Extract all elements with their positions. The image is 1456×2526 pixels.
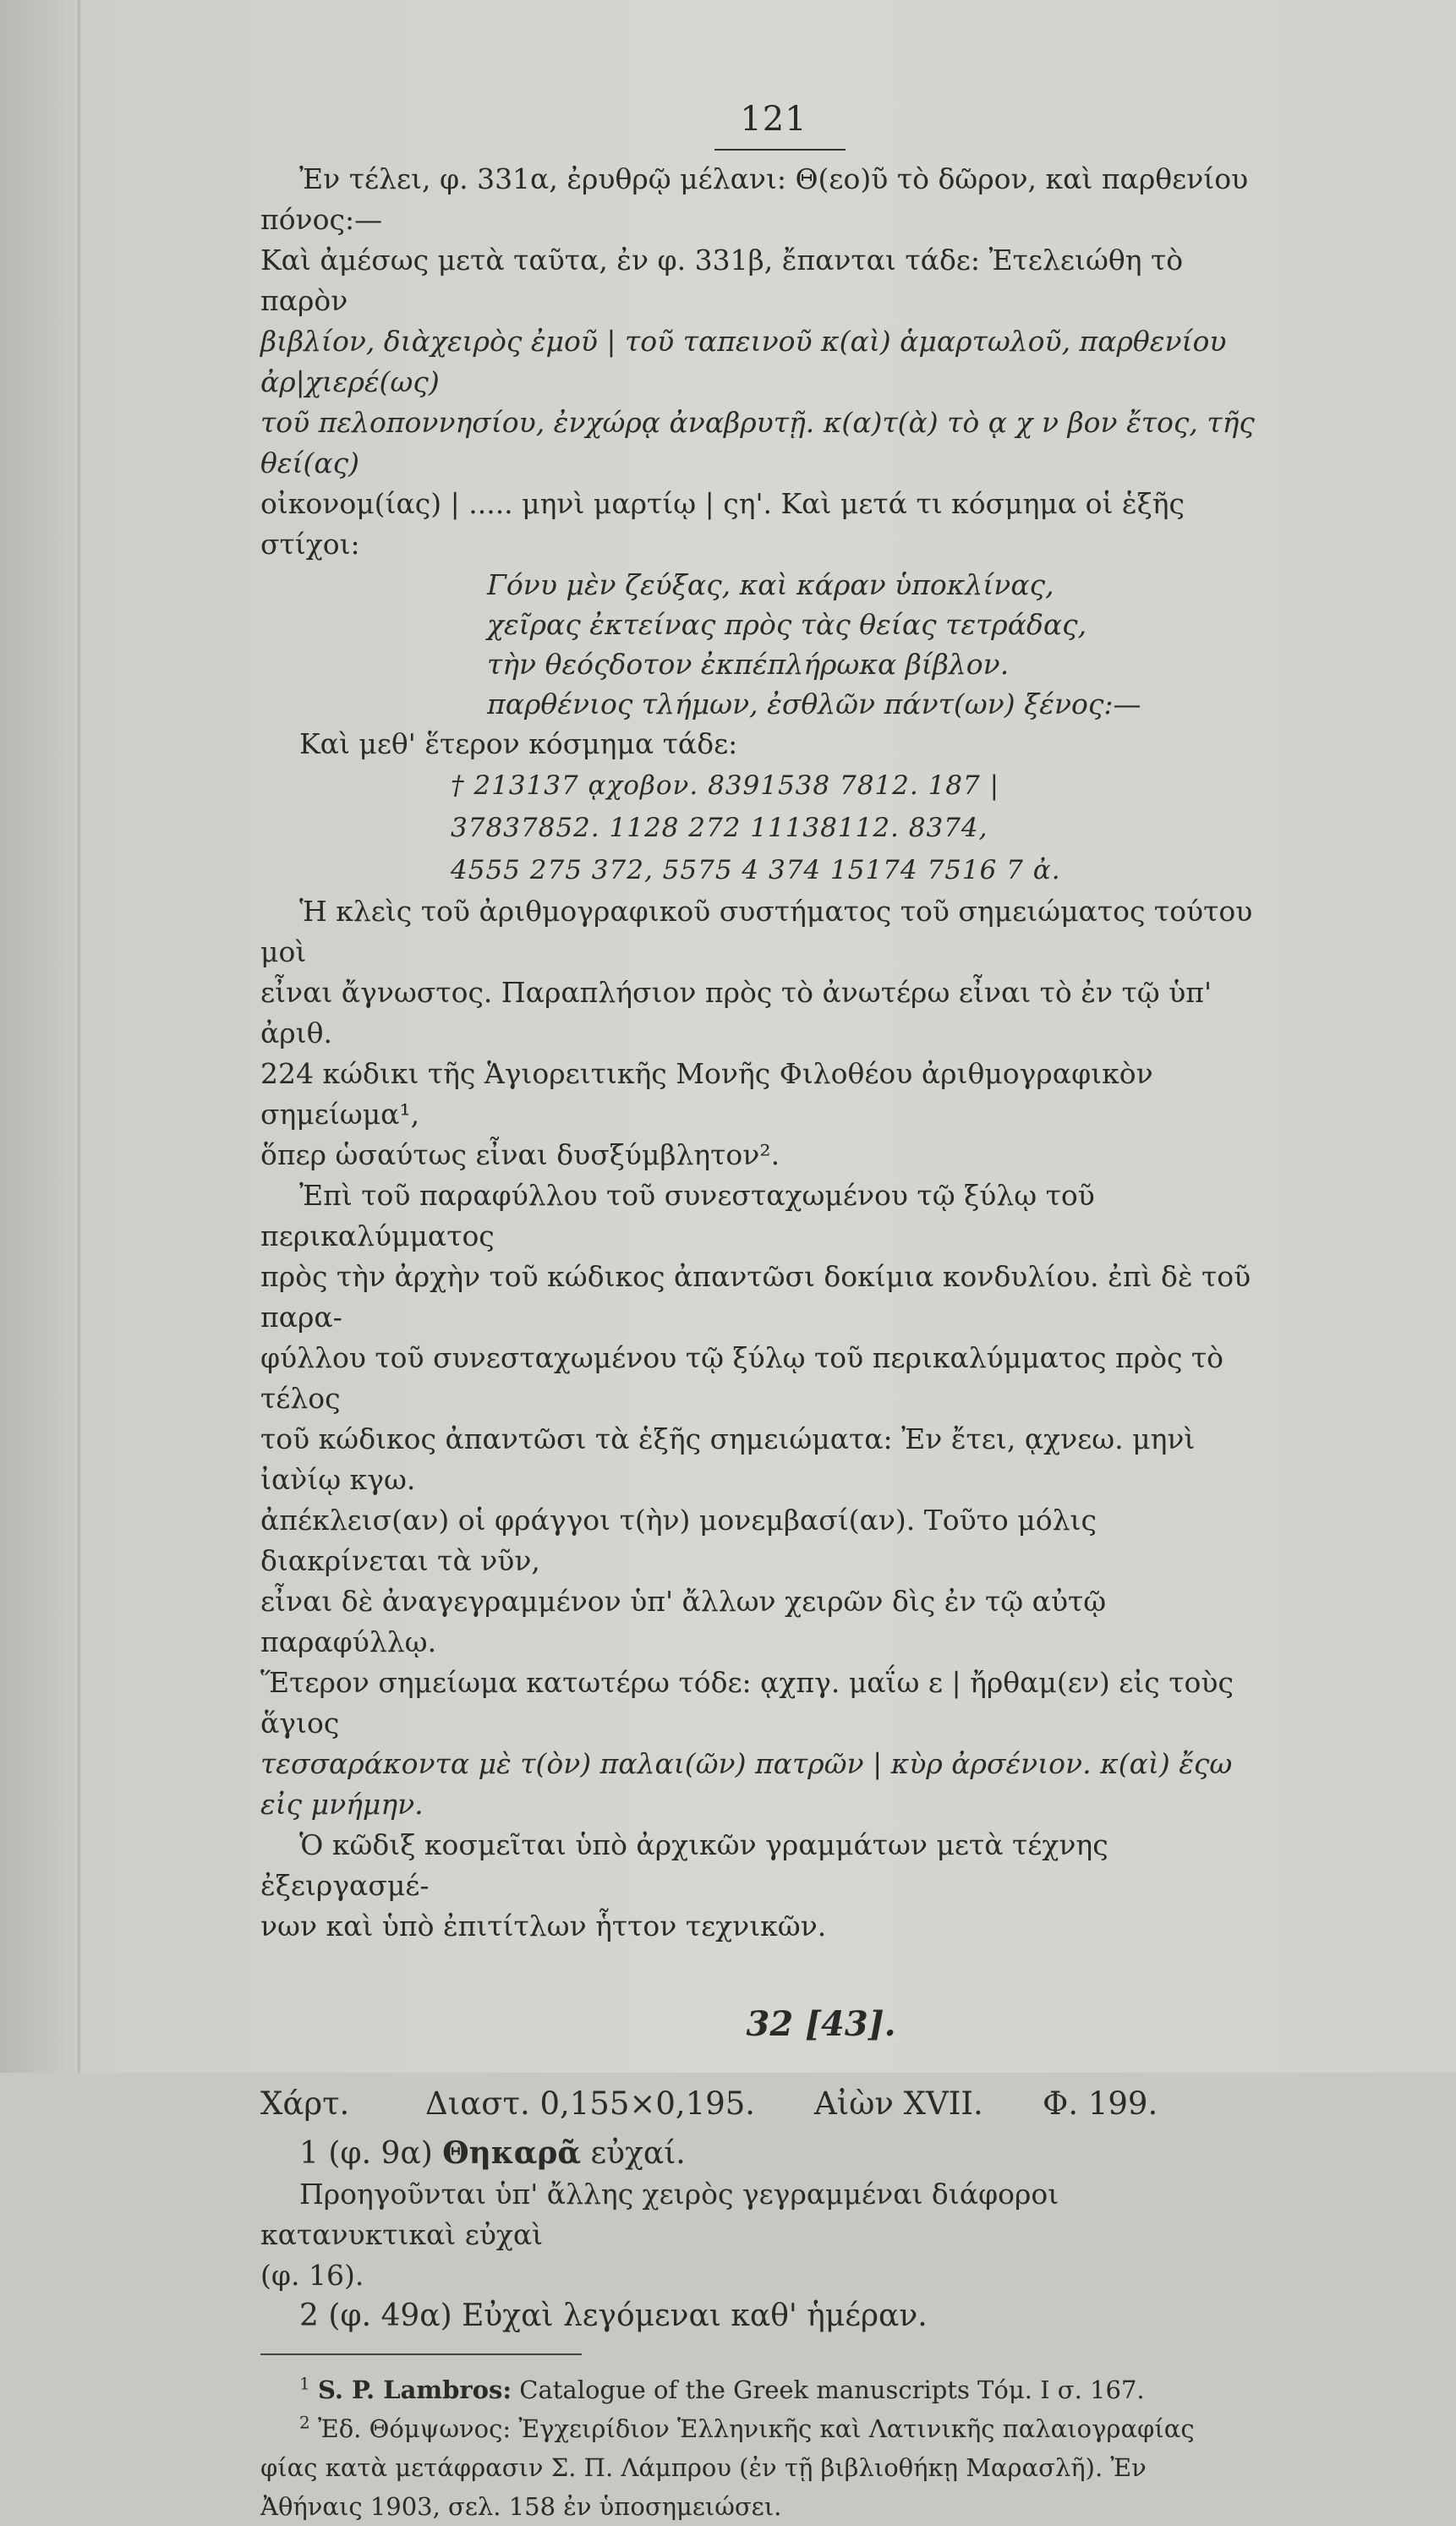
meta-century: Αἰὼν XVII. bbox=[814, 2085, 983, 2122]
text-line: νων καὶ ὑπὸ ἐπιτίτλων ἧττον τεχνικῶν. bbox=[260, 1910, 827, 1942]
text-line: τεσσαράκοντα μὲ τ(ὸν) παλαι(ῶν) πατρῶν | κὺρ ἀρσένιον. κ(αὶ) ἔςω εἰς μνήμην. bbox=[260, 1747, 1233, 1821]
entry-item bbox=[260, 2296, 1255, 2337]
text-line: τοῦ πελοποννησίου, ἐνχώρᾳ ἀναβρυτῇ. κ(α)τ(ὰ) τὸ ᾳ χ ν βον ἔτος, τῆς θεί(ας) bbox=[260, 406, 1255, 479]
item-rest: εὐχαί. bbox=[590, 2136, 686, 2171]
footnote-author: S. P. Lambros: bbox=[317, 2375, 512, 2404]
footnote-line: Ἀθήναις 1903, σελ. 158 ἐν ὑποσημειώσει. bbox=[260, 2492, 782, 2521]
footnote-text: Ἐδ. Θόμψωνος: Ἐγχειρίδιον Ἑλληνικῆς καὶ Λατινικῆς παλαιογραφίας bbox=[317, 2414, 1195, 2443]
footnote-rule bbox=[260, 2353, 582, 2355]
footnote-marker: 1 bbox=[299, 2373, 310, 2394]
text-line: Ἐν τέλει, φ. 331α, ἐρυθρῷ μέλανι: Θ(εο)ῦ τὸ δῶρον, καὶ παρθενίου πόνος:— bbox=[260, 162, 1249, 236]
verse-line: τὴν θεόςδοτον ἐκπέπλήρωκα βίβλον. bbox=[487, 648, 1010, 681]
meta-folios: Φ. 199. bbox=[1043, 2085, 1158, 2122]
footnote-line: φίας κατὰ μετάφρασιν Σ. Π. Λάμπρου (ἐν τῇ βιβλιοθήκῃ Μαρασλῆ). Ἐν bbox=[260, 2453, 1147, 2482]
text-line: εἶναι ἄγνωστος. Παραπλήσιον πρὸς τὸ ἀνωτέρω εἶναι τὸ ἐν τῷ ὑπ' ἀριθ. bbox=[260, 976, 1212, 1049]
text-line: (φ. 16). bbox=[260, 2259, 364, 2292]
paragraph-cipher-note bbox=[260, 891, 1255, 1175]
text-line: τοῦ κώδικος ἀπαντῶσι τὰ ἑξῆς σημειώματα: Ἐν ἔτει, ᾳχνεω. μηνὶ ἰαν̀ίῳ κγω. bbox=[260, 1422, 1196, 1496]
cipher-line: 37837852. 1128 272 11138112. 8374, bbox=[451, 813, 988, 843]
cipher-block bbox=[260, 764, 1255, 891]
text-line: 224 κώδικι τῆς Ἁγιορειτικῆς Μονῆς Φιλοθέου ἀριθμογραφικὸν σημείωμα¹, bbox=[260, 1057, 1153, 1131]
body-text bbox=[260, 159, 1255, 2526]
footnote-1 bbox=[260, 2370, 1255, 2409]
paragraph-colophon bbox=[260, 159, 1255, 565]
verse-line: παρθένιος τλήμων, ἐσθλῶν πάντ(ων) ξένος:— bbox=[487, 688, 1141, 721]
entry-item bbox=[260, 2133, 1255, 2174]
item-number: 2 (φ. 49α) bbox=[299, 2299, 452, 2333]
footnote-text: Catalogue of the Greek manuscripts Τόμ. Ι σ. 167. bbox=[519, 2375, 1145, 2404]
text-line: Ἕτερον σημείωμα κατωτέρω τόδε: ᾳχπγ. μαΐω ε | ἤρθαμ(εν) εἰς τοὺς ἅγιος bbox=[260, 1666, 1234, 1740]
footnote-marker: 2 bbox=[299, 2412, 310, 2433]
text-line: οἰκονομ(ίας) | ..... μηνὶ μαρτίῳ | ςη'. Καὶ μετά τι κόσμημα οἱ ἑξῆς στίχοι: bbox=[260, 487, 1185, 561]
footnotes bbox=[260, 2370, 1255, 2526]
text-line: βιβλίον, διὰχειρὸς ἐμοῦ | τοῦ ταπεινοῦ κ(αὶ) ἁμαρτωλοῦ, παρθενίου ἀρ|χιερέ(ως) bbox=[260, 325, 1227, 398]
text-line: Ὁ κῶδιξ κοσμεῖται ὑπὸ ἀρχικῶν γραμμάτων μετὰ τέχνης ἐξειργασμέ- bbox=[260, 1828, 1108, 1902]
verse-block bbox=[260, 565, 1255, 724]
paragraph-flyleaf bbox=[260, 1175, 1255, 1825]
verse-line: Γόνυ μὲν ζεύξας, καὶ κάραν ὑποκλίνας, bbox=[487, 568, 1054, 601]
page-number-rule bbox=[714, 149, 846, 151]
text-line: ὅπερ ὡσαύτως εἶναι δυσξύμβλητον². bbox=[260, 1138, 780, 1171]
text-line: Καὶ ἀμέσως μετὰ ταῦτα, ἐν φ. 331β, ἔπανται τάδε: Ἐτελειώθη τὸ παρὸν bbox=[260, 244, 1184, 317]
text-line: εἶναι δὲ ἀναγεγραμμένον ὑπ' ἄλλων χειρῶν δὶς ἐν τῷ αὐτῷ παραφύλλῳ. bbox=[260, 1585, 1107, 1658]
meta-dimensions: Διαστ. 0,155×0,195. bbox=[425, 2085, 756, 2122]
item-text: Εὐχαὶ λεγόμεναι καθ' ἡμέραν. bbox=[462, 2299, 928, 2333]
entry-meta bbox=[260, 2084, 1255, 2124]
text-line: Ἡ κλεὶς τοῦ ἀριθμογραφικοῦ συστήματος τοῦ σημειώματος τούτου μοὶ bbox=[260, 895, 1253, 968]
binding-shadow bbox=[78, 0, 83, 2073]
text-line: ἀπέκλεισ(αν) οἱ φράγγοι τ(ὴν) μονεμβασί(αν). Τοῦτο μόλις διακρίνεται τὰ νῦν, bbox=[260, 1504, 1097, 1577]
item-title: Θηκαρᾶ bbox=[442, 2135, 582, 2171]
paragraph-decoration bbox=[260, 1825, 1255, 1947]
text-line: Ἐπὶ τοῦ παραφύλλου τοῦ συνεσταχωμένου τῷ ξύλῳ τοῦ περικαλύμματος bbox=[260, 1179, 1095, 1252]
cipher-line: † 213137 ᾳχοβον. 8391538 7812. 187 | bbox=[451, 770, 1000, 801]
verse-line: χεῖρας ἐκτείνας πρὸς τὰς θείας τετράδας, bbox=[487, 608, 1087, 641]
page-number: 121 bbox=[740, 100, 807, 139]
text-line: Προηγοῦνται ὑπ' ἄλλης χειρὸς γεγραμμέναι διάφοροι κατανυκτικαὶ εὐχαὶ bbox=[260, 2178, 1059, 2251]
text-line: φύλλου τοῦ συνεσταχωμένου τῷ ξύλῳ τοῦ περικαλύμματος πρὸς τὸ τέλος bbox=[260, 1341, 1224, 1415]
text-line: πρὸς τὴν ἀρχὴν τοῦ κώδικος ἀπαντῶσι δοκίμια κονδυλίου. ἐπὶ δὲ τοῦ παρα- bbox=[260, 1260, 1251, 1334]
text-line: Καὶ μεθ' ἕτερον κόσμημα τάδε: bbox=[299, 727, 738, 760]
item-number: 1 (φ. 9α) bbox=[299, 2136, 433, 2171]
footnote-2 bbox=[260, 2409, 1255, 2448]
entry-heading: 32 [43]. bbox=[746, 2004, 896, 2044]
meta-material: Χάρτ. bbox=[260, 2085, 350, 2122]
cipher-line: 4555 275 372, 5575 4 374 15174 7516 7 ἀ. bbox=[451, 855, 1061, 885]
